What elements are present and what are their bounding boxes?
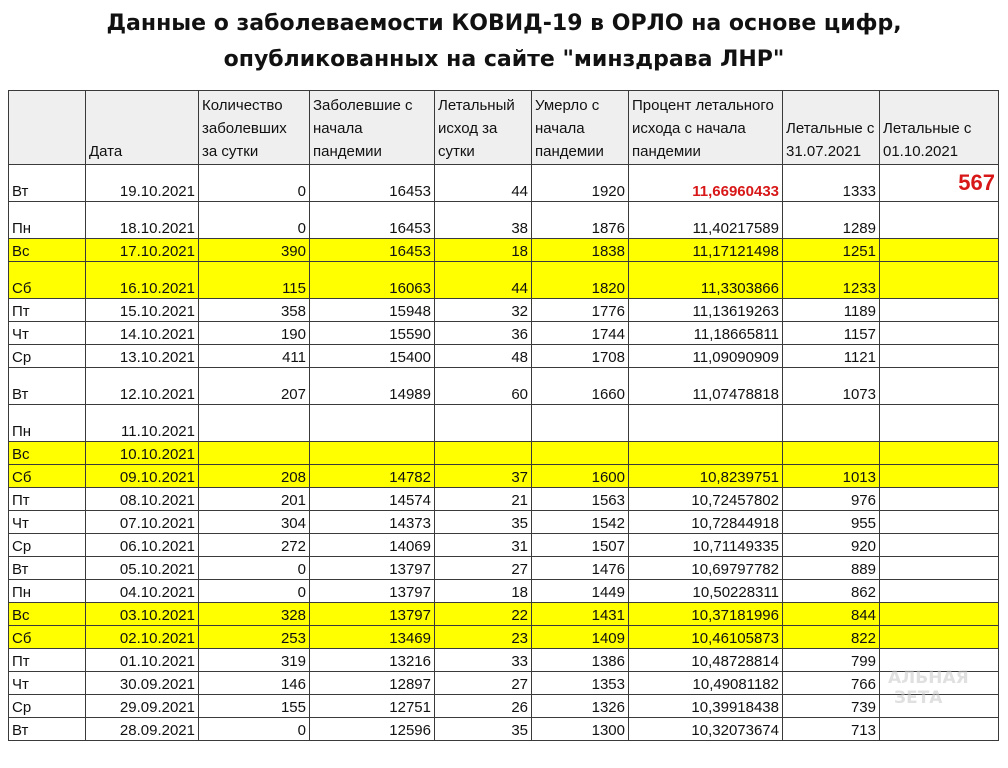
cell-day: Пн: [9, 580, 86, 603]
cell-total-cases: 13797: [310, 557, 435, 580]
table-row: [9, 345, 999, 368]
cell-deaths-since-oct: [880, 202, 999, 239]
table-row: [9, 442, 999, 465]
cell-daily-deaths: [435, 442, 532, 465]
cell-total-deaths: 1776: [532, 299, 629, 322]
covid-data-table: [8, 90, 999, 741]
cell-total-deaths: 1920: [532, 165, 629, 202]
table-row: [9, 534, 999, 557]
cell-total-cases: 14574: [310, 488, 435, 511]
cell-daily-deaths: [435, 405, 532, 442]
cell-daily-cases: 0: [199, 557, 310, 580]
cell-total-deaths: 1744: [532, 322, 629, 345]
cell-total-cases: 12596: [310, 718, 435, 741]
cell-fatality-pct: 10,48728814: [629, 649, 783, 672]
cell-total-cases: [310, 405, 435, 442]
cell-date: 09.10.2021: [86, 465, 199, 488]
cell-total-cases: 16453: [310, 239, 435, 262]
cell-day: Сб: [9, 465, 86, 488]
cell-day: Пт: [9, 488, 86, 511]
cell-day: Вс: [9, 603, 86, 626]
cell-deaths-since-jul: [783, 442, 880, 465]
cell-daily-cases: 146: [199, 672, 310, 695]
cell-daily-cases: 0: [199, 580, 310, 603]
cell-deaths-since-jul: 1289: [783, 202, 880, 239]
cell-deaths-since-jul: 713: [783, 718, 880, 741]
cell-fatality-pct: 10,69797782: [629, 557, 783, 580]
cell-deaths-since-jul: 822: [783, 626, 880, 649]
cell-date: 02.10.2021: [86, 626, 199, 649]
table-row: [9, 322, 999, 345]
cell-daily-cases: 155: [199, 695, 310, 718]
cell-deaths-since-oct: [880, 626, 999, 649]
cell-date: 17.10.2021: [86, 239, 199, 262]
cell-deaths-since-oct: [880, 534, 999, 557]
cell-daily-cases: 253: [199, 626, 310, 649]
cell-fatality-pct: 11,40217589: [629, 202, 783, 239]
cell-total-deaths: 1600: [532, 465, 629, 488]
cell-deaths-since-oct: [880, 442, 999, 465]
cell-total-deaths: 1431: [532, 603, 629, 626]
cell-date: 12.10.2021: [86, 368, 199, 405]
cell-fatality-pct: 10,32073674: [629, 718, 783, 741]
header-total-deaths: Умерло с начала пандемии: [532, 91, 629, 165]
cell-total-cases: 16063: [310, 262, 435, 299]
cell-date: 30.09.2021: [86, 672, 199, 695]
cell-total-deaths: [532, 405, 629, 442]
cell-deaths-since-jul: 1189: [783, 299, 880, 322]
cell-day: Вс: [9, 442, 86, 465]
cell-deaths-since-jul: 1121: [783, 345, 880, 368]
table-row: [9, 299, 999, 322]
cell-deaths-since-jul: 920: [783, 534, 880, 557]
table-row: [9, 202, 999, 239]
cell-fatality-pct: 10,71149335: [629, 534, 783, 557]
cell-total-deaths: [532, 442, 629, 465]
cell-deaths-since-jul: 1251: [783, 239, 880, 262]
cell-deaths-since-jul: [783, 405, 880, 442]
cell-daily-deaths: 60: [435, 368, 532, 405]
table-row: [9, 239, 999, 262]
cell-date: 04.10.2021: [86, 580, 199, 603]
header-fatality-pct: Процент летального исхода с начала пандемии: [629, 91, 783, 165]
cell-day: Вт: [9, 165, 86, 202]
cell-date: 13.10.2021: [86, 345, 199, 368]
cell-fatality-pct: 10,37181996: [629, 603, 783, 626]
cell-total-cases: 13469: [310, 626, 435, 649]
cell-day: Чт: [9, 511, 86, 534]
cell-day: Вс: [9, 239, 86, 262]
cell-fatality-pct: 11,18665811: [629, 322, 783, 345]
cell-day: Пн: [9, 202, 86, 239]
cell-daily-cases: 0: [199, 165, 310, 202]
cell-total-cases: 14782: [310, 465, 435, 488]
cell-deaths-since-oct: [880, 299, 999, 322]
cell-deaths-since-jul: 844: [783, 603, 880, 626]
cell-fatality-pct: [629, 405, 783, 442]
cell-fatality-pct: [629, 442, 783, 465]
cell-daily-deaths: 23: [435, 626, 532, 649]
cell-day: Пн: [9, 405, 86, 442]
cell-deaths-since-oct: [880, 580, 999, 603]
table-row: [9, 405, 999, 442]
cell-deaths-since-oct: [880, 239, 999, 262]
cell-fatality-pct: 11,07478818: [629, 368, 783, 405]
header-daily-cases: Количество заболевших за сутки: [199, 91, 310, 165]
cell-daily-deaths: 18: [435, 239, 532, 262]
cell-total-cases: 13797: [310, 580, 435, 603]
cell-daily-cases: 201: [199, 488, 310, 511]
cell-daily-cases: 0: [199, 718, 310, 741]
cell-daily-deaths: 48: [435, 345, 532, 368]
cell-deaths-since-oct: [880, 718, 999, 741]
cell-daily-cases: 190: [199, 322, 310, 345]
cell-daily-deaths: 44: [435, 262, 532, 299]
cell-deaths-since-jul: 1073: [783, 368, 880, 405]
cell-deaths-since-jul: 739: [783, 695, 880, 718]
title-line-2: опубликованных на сайте "минздрава ЛНР": [223, 47, 785, 72]
watermark-line-1: АЛЬНАЯ: [888, 668, 969, 688]
table-row: [9, 368, 999, 405]
cell-daily-deaths: 35: [435, 718, 532, 741]
cell-fatality-pct: 10,8239751: [629, 465, 783, 488]
header-date: Дата: [86, 91, 199, 165]
cell-total-cases: 16453: [310, 202, 435, 239]
table-row: [9, 672, 999, 695]
cell-daily-deaths: 35: [435, 511, 532, 534]
cell-total-cases: 13797: [310, 603, 435, 626]
cell-deaths-since-oct: [880, 557, 999, 580]
cell-total-deaths: 1838: [532, 239, 629, 262]
cell-day: Чт: [9, 322, 86, 345]
table-row: [9, 165, 999, 202]
cell-daily-cases: 272: [199, 534, 310, 557]
cell-total-deaths: 1326: [532, 695, 629, 718]
table-row: [9, 262, 999, 299]
table-row: [9, 488, 999, 511]
cell-total-deaths: 1507: [532, 534, 629, 557]
cell-date: 07.10.2021: [86, 511, 199, 534]
cell-daily-deaths: 44: [435, 165, 532, 202]
watermark: [888, 668, 969, 708]
header-row: [9, 91, 999, 165]
title-line-1: Данные о заболеваемости КОВИД-19 в ОРЛО на основе цифр,: [106, 11, 902, 36]
cell-daily-cases: [199, 442, 310, 465]
cell-day: Ср: [9, 345, 86, 368]
cell-daily-deaths: 27: [435, 557, 532, 580]
cell-total-deaths: 1449: [532, 580, 629, 603]
cell-date: 06.10.2021: [86, 534, 199, 557]
page-title: [0, 6, 1008, 78]
cell-total-deaths: 1563: [532, 488, 629, 511]
cell-daily-deaths: 36: [435, 322, 532, 345]
cell-fatality-pct: 10,46105873: [629, 626, 783, 649]
cell-daily-cases: 208: [199, 465, 310, 488]
cell-day: Вт: [9, 557, 86, 580]
cell-date: 18.10.2021: [86, 202, 199, 239]
cell-deaths-since-jul: 1157: [783, 322, 880, 345]
cell-fatality-pct: 11,66960433: [629, 165, 783, 202]
cell-date: 08.10.2021: [86, 488, 199, 511]
cell-deaths-since-jul: 889: [783, 557, 880, 580]
cell-daily-deaths: 26: [435, 695, 532, 718]
cell-date: 14.10.2021: [86, 322, 199, 345]
cell-total-deaths: 1409: [532, 626, 629, 649]
cell-total-cases: [310, 442, 435, 465]
cell-total-deaths: 1300: [532, 718, 629, 741]
header-deaths-since-jul: Летальные с 31.07.2021: [783, 91, 880, 165]
cell-daily-deaths: 33: [435, 649, 532, 672]
cell-total-cases: 14989: [310, 368, 435, 405]
cell-daily-cases: 115: [199, 262, 310, 299]
cell-daily-deaths: 18: [435, 580, 532, 603]
cell-daily-deaths: 37: [435, 465, 532, 488]
cell-total-cases: 14069: [310, 534, 435, 557]
cell-daily-cases: 328: [199, 603, 310, 626]
header-total-cases: Заболевшие с начала пандемии: [310, 91, 435, 165]
cell-day: Ср: [9, 695, 86, 718]
table-row: [9, 649, 999, 672]
cell-day: Пт: [9, 649, 86, 672]
cell-date: 11.10.2021: [86, 405, 199, 442]
cell-total-cases: 15948: [310, 299, 435, 322]
cell-deaths-since-oct: [880, 603, 999, 626]
cell-deaths-since-jul: 955: [783, 511, 880, 534]
table-row: [9, 626, 999, 649]
cell-date: 16.10.2021: [86, 262, 199, 299]
cell-total-deaths: 1353: [532, 672, 629, 695]
cell-fatality-pct: 11,13619263: [629, 299, 783, 322]
cell-total-deaths: 1820: [532, 262, 629, 299]
cell-daily-deaths: 32: [435, 299, 532, 322]
cell-fatality-pct: 10,49081182: [629, 672, 783, 695]
cell-deaths-since-oct: [880, 262, 999, 299]
cell-total-deaths: 1542: [532, 511, 629, 534]
cell-daily-deaths: 31: [435, 534, 532, 557]
cell-date: 05.10.2021: [86, 557, 199, 580]
cell-deaths-since-jul: 799: [783, 649, 880, 672]
cell-date: 19.10.2021: [86, 165, 199, 202]
cell-fatality-pct: 10,39918438: [629, 695, 783, 718]
cell-date: 15.10.2021: [86, 299, 199, 322]
cell-total-cases: 12751: [310, 695, 435, 718]
cell-day: Сб: [9, 626, 86, 649]
table-row: [9, 695, 999, 718]
cell-daily-cases: 411: [199, 345, 310, 368]
cell-total-deaths: 1660: [532, 368, 629, 405]
cell-deaths-since-oct: [880, 405, 999, 442]
cell-daily-deaths: 27: [435, 672, 532, 695]
table-row: [9, 511, 999, 534]
cell-daily-cases: 319: [199, 649, 310, 672]
cell-total-deaths: 1876: [532, 202, 629, 239]
cell-total-cases: 15590: [310, 322, 435, 345]
cell-fatality-pct: 10,72457802: [629, 488, 783, 511]
cell-date: 10.10.2021: [86, 442, 199, 465]
cell-daily-deaths: 21: [435, 488, 532, 511]
cell-deaths-since-oct: [880, 488, 999, 511]
cell-daily-deaths: 22: [435, 603, 532, 626]
cell-daily-cases: 358: [199, 299, 310, 322]
cell-total-cases: 15400: [310, 345, 435, 368]
cell-deaths-since-oct: [880, 465, 999, 488]
header-daily-deaths: Летальный исход за сутки: [435, 91, 532, 165]
cell-deaths-since-jul: 976: [783, 488, 880, 511]
cell-deaths-since-oct: [880, 368, 999, 405]
cell-daily-deaths: 38: [435, 202, 532, 239]
cell-fatality-pct: 10,72844918: [629, 511, 783, 534]
cell-day: Чт: [9, 672, 86, 695]
cell-daily-cases: 390: [199, 239, 310, 262]
header-day: [9, 91, 86, 165]
cell-daily-cases: 0: [199, 202, 310, 239]
cell-date: 28.09.2021: [86, 718, 199, 741]
cell-total-cases: 13216: [310, 649, 435, 672]
cell-deaths-since-oct: 567: [880, 165, 999, 202]
table-body: [9, 165, 999, 741]
cell-total-deaths: 1708: [532, 345, 629, 368]
cell-day: Вт: [9, 718, 86, 741]
table-row: [9, 603, 999, 626]
table-row: [9, 718, 999, 741]
cell-daily-cases: 304: [199, 511, 310, 534]
cell-total-deaths: 1386: [532, 649, 629, 672]
cell-date: 01.10.2021: [86, 649, 199, 672]
cell-deaths-since-jul: 1233: [783, 262, 880, 299]
cell-date: 29.09.2021: [86, 695, 199, 718]
cell-deaths-since-jul: 766: [783, 672, 880, 695]
cell-deaths-since-jul: 862: [783, 580, 880, 603]
cell-daily-cases: [199, 405, 310, 442]
cell-deaths-since-jul: 1013: [783, 465, 880, 488]
cell-deaths-since-jul: 1333: [783, 165, 880, 202]
cell-total-cases: 16453: [310, 165, 435, 202]
cell-total-cases: 12897: [310, 672, 435, 695]
cell-date: 03.10.2021: [86, 603, 199, 626]
cell-day: Ср: [9, 534, 86, 557]
cell-fatality-pct: 10,50228311: [629, 580, 783, 603]
cell-deaths-since-oct: [880, 511, 999, 534]
cell-deaths-since-oct: [880, 345, 999, 368]
cell-fatality-pct: 11,3303866: [629, 262, 783, 299]
cell-total-deaths: 1476: [532, 557, 629, 580]
header-deaths-since-oct: Летальные с 01.10.2021: [880, 91, 999, 165]
cell-day: Пт: [9, 299, 86, 322]
table-row: [9, 580, 999, 603]
cell-day: Вт: [9, 368, 86, 405]
table-row: [9, 557, 999, 580]
cell-deaths-since-oct: [880, 322, 999, 345]
cell-fatality-pct: 11,17121498: [629, 239, 783, 262]
watermark-line-2: ЗЕТА: [894, 688, 943, 708]
cell-fatality-pct: 11,09090909: [629, 345, 783, 368]
cell-daily-cases: 207: [199, 368, 310, 405]
table-row: [9, 465, 999, 488]
cell-total-cases: 14373: [310, 511, 435, 534]
cell-day: Сб: [9, 262, 86, 299]
